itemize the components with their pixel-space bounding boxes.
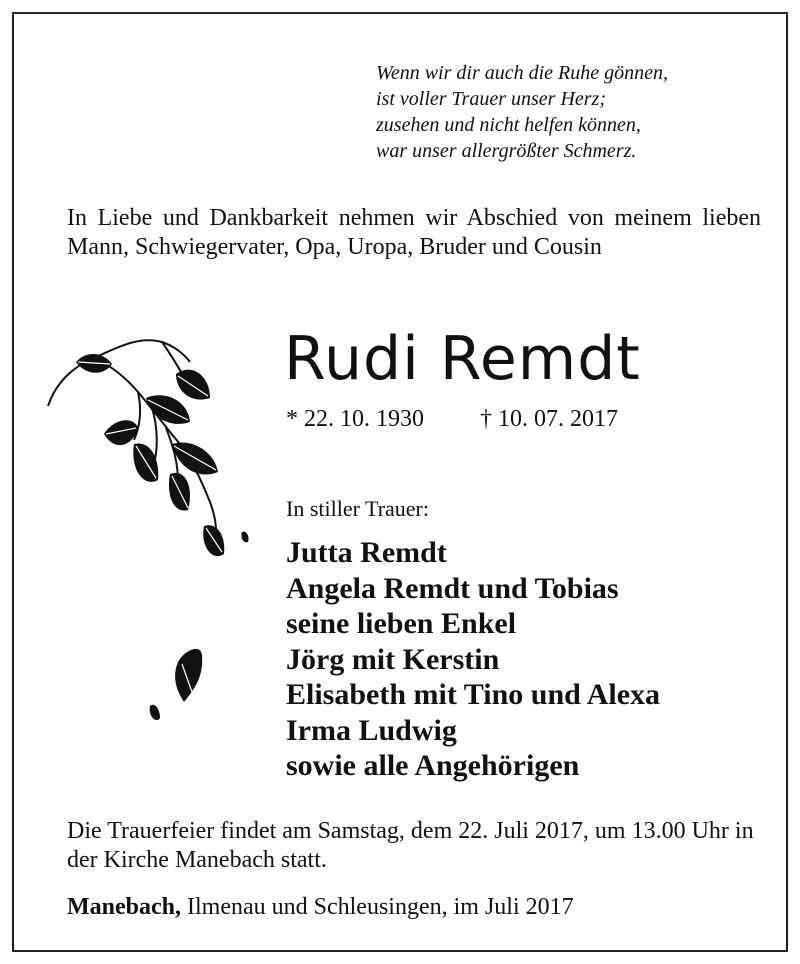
life-dates: [286, 404, 618, 434]
deceased-name: Rudi Remdt: [284, 324, 641, 394]
poem-line: war unser allergrößter Schmerz.: [376, 140, 637, 162]
poem-line: ist voller Trauer unser Herz;: [376, 88, 606, 110]
intro-text: In Liebe und Dankbarkeit nehmen wir Abschied von meinem lieben Mann, Schwiegervater, Opa, Uropa, Bruder und Cousin: [67, 205, 761, 260]
obituary-frame: [12, 12, 788, 952]
ceremony-text: Die Trauerfeier findet am Samstag, dem 22. Juli 2017, um 13.00 Uhr in der Kirche Manebach statt.: [67, 818, 754, 873]
poem: [376, 60, 668, 164]
death-date: † 10. 07. 2017: [480, 406, 618, 432]
birth-date: * 22. 10. 1930: [286, 406, 424, 432]
birch-branch-icon: [42, 332, 262, 732]
place-town: Manebach,: [67, 894, 181, 920]
mourner: Jörg mit Kerstin: [286, 642, 500, 676]
place-date: [67, 892, 574, 922]
mourners-list: [286, 535, 660, 784]
mourner: Angela Remdt und Tobias: [286, 571, 619, 605]
mourner: sowie alle Angehörigen: [286, 749, 580, 782]
mourning-label: In stiller Trauer:: [286, 496, 429, 521]
mourner: Jutta Remdt: [286, 536, 447, 569]
poem-line: zusehen und nicht helfen können,: [376, 114, 641, 136]
mourner: Elisabeth mit Tino und Alexa: [286, 678, 661, 711]
mourner: seine lieben Enkel: [286, 607, 517, 640]
place-rest: Ilmenau und Schleusingen, im Juli 2017: [181, 894, 574, 920]
poem-line: Wenn wir dir auch die Ruhe gönnen,: [376, 62, 669, 84]
mourner: Irma Ludwig: [286, 713, 457, 747]
